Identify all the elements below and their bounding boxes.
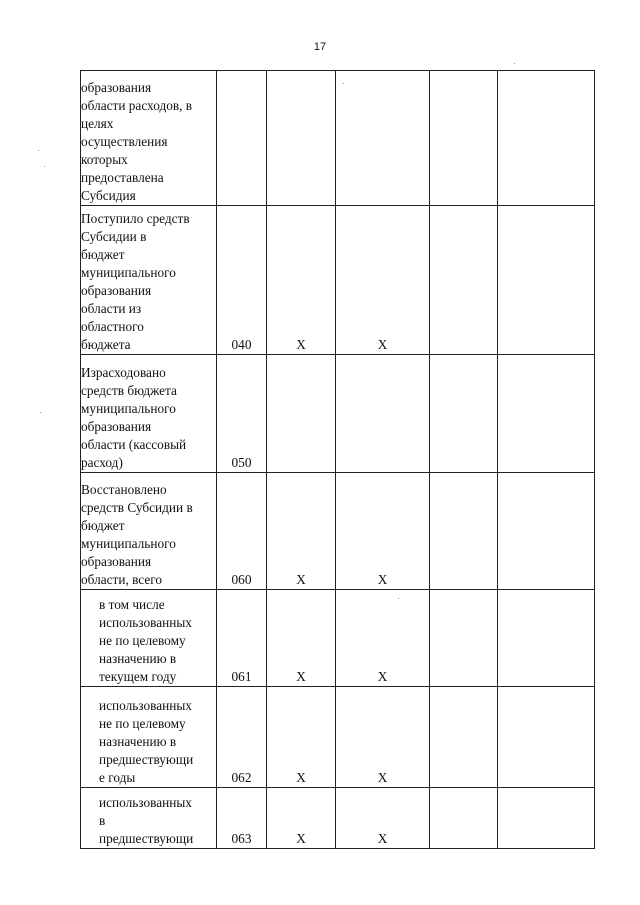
scan-speck — [398, 598, 399, 599]
table-row — [81, 473, 595, 590]
row-code: 040 — [217, 206, 267, 355]
scan-speck — [343, 83, 344, 84]
row-col5 — [430, 473, 498, 590]
row-code: 060 — [217, 473, 267, 590]
scan-speck — [44, 166, 45, 167]
row-col6 — [498, 788, 595, 849]
row-col6 — [498, 71, 595, 206]
scan-speck — [38, 150, 39, 151]
scan-speck — [514, 63, 515, 64]
row-description: Восстановлено средств Субсидии в бюджет муниципального образования области, всего — [81, 482, 193, 587]
row-col6 — [498, 590, 595, 687]
row-description: использованных в предшествующи — [99, 795, 194, 846]
table-row — [81, 206, 595, 355]
row-code: 063 — [217, 788, 267, 849]
row-col4: X — [336, 206, 430, 355]
row-code: 050 — [217, 355, 267, 473]
row-code — [217, 71, 267, 206]
row-description: Израсходовано средств бюджета муниципального образования области (кассовый расход) — [81, 365, 187, 470]
row-col3: X — [267, 687, 336, 788]
page-number: 17 — [313, 41, 327, 53]
row-col3: X — [267, 788, 336, 849]
row-description-cell — [81, 355, 217, 473]
row-col6 — [498, 473, 595, 590]
row-description: образования области расходов, в целях осуществления которых предоставлена Субсидия — [81, 80, 193, 203]
row-col3: X — [267, 473, 336, 590]
row-description: использованных не по целевому назначению в предшествующи е годы — [99, 698, 194, 785]
row-col5 — [430, 206, 498, 355]
table-row — [81, 788, 595, 849]
row-description-cell — [81, 473, 217, 590]
row-col4: X — [336, 788, 430, 849]
row-code: 062 — [217, 687, 267, 788]
row-col6 — [498, 355, 595, 473]
row-col5 — [430, 788, 498, 849]
row-description-cell — [81, 590, 217, 687]
row-col5 — [430, 71, 498, 206]
table-row — [81, 590, 595, 687]
table-row — [81, 687, 595, 788]
table-row — [81, 355, 595, 473]
row-col6 — [498, 206, 595, 355]
row-col5 — [430, 687, 498, 788]
row-description: Поступило средств Субсидии в бюджет муниципального образования области из областного бюджета — [81, 211, 190, 352]
row-col4: X — [336, 473, 430, 590]
row-col6 — [498, 687, 595, 788]
row-col4 — [336, 71, 430, 206]
row-col3 — [267, 71, 336, 206]
row-col3 — [267, 355, 336, 473]
report-table — [80, 70, 595, 849]
row-col4: X — [336, 590, 430, 687]
row-description: в том числе использованных не по целевому назначению в текущем году — [99, 597, 192, 684]
row-description-cell — [81, 206, 217, 355]
row-col5 — [430, 590, 498, 687]
row-col4: X — [336, 687, 430, 788]
table-row — [81, 71, 595, 206]
row-col3: X — [267, 590, 336, 687]
row-col4 — [336, 355, 430, 473]
row-description-cell — [81, 788, 217, 849]
row-col3: X — [267, 206, 336, 355]
scan-speck — [40, 412, 41, 413]
row-code: 061 — [217, 590, 267, 687]
row-description-cell — [81, 687, 217, 788]
row-description-cell — [81, 71, 217, 206]
row-col5 — [430, 355, 498, 473]
